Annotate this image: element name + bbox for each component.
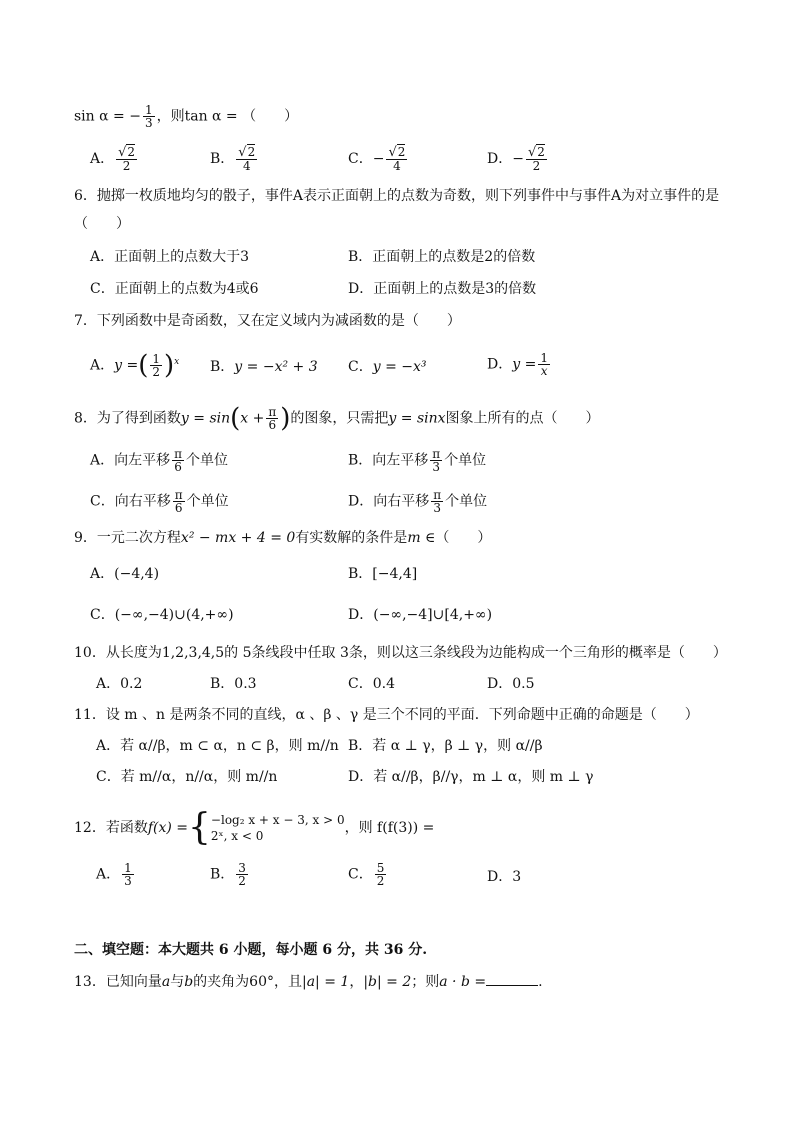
q6-stem-cont: （ ） xyxy=(74,216,130,232)
q8-c-unit: 个单位 xyxy=(186,493,229,510)
q6-option-c[interactable]: C．正面朝上的点数为4或6 xyxy=(90,281,259,297)
q8-pi: π xyxy=(268,405,277,419)
q5-option-a[interactable] xyxy=(90,146,139,172)
q7-a-expr: y = xyxy=(114,357,139,374)
q5-c-root: 2 xyxy=(397,145,406,159)
q12-piece1: −log₂ x + x − 3, x > 0 xyxy=(210,813,345,827)
q5-d-frac: $\frac{√2}{2}$ xyxy=(527,145,545,173)
q11-option-a[interactable]: A．若 α//β，m ⊂ α，n ⊂ β，则 m//n xyxy=(96,738,339,754)
q9-c-expr: (−∞,−4)∪(4,+∞) xyxy=(114,607,234,623)
q9-a-expr: (−4,4) xyxy=(114,566,160,582)
q12-option-d[interactable]: D．3 xyxy=(487,869,522,885)
q10-option-c[interactable]: C．0.4 xyxy=(348,676,395,692)
q8-c-den: 6 xyxy=(174,501,183,515)
q7-c-expr: y = −x³ xyxy=(372,359,427,375)
option-label: C． xyxy=(348,151,373,167)
q7-d-den: x xyxy=(540,364,548,378)
q13-vec-b: b xyxy=(184,974,194,990)
q5-d-neg: − xyxy=(512,151,524,167)
q7-option-c[interactable] xyxy=(348,357,427,377)
section-title: 二、填空题：本大题共 6 小题，每小题 6 分，共 36 分. xyxy=(74,942,428,958)
q5-a-frac: $\frac{√2}{2}$ xyxy=(118,145,136,173)
q8-a-pi: π xyxy=(174,447,183,461)
q5-c-neg: − xyxy=(372,151,385,167)
q8-b-pi: π xyxy=(432,447,441,461)
q9-b-expr: [−4,4] xyxy=(372,566,418,582)
q5-option-b[interactable] xyxy=(210,146,259,172)
option-label: A． xyxy=(96,866,121,883)
q7-option-a[interactable]: A．y =( $\frac{1}{2}$ )$^x$ xyxy=(90,350,180,381)
q9-option-b[interactable] xyxy=(348,564,417,584)
q13-stem-mid: 的夹角为60°，且 xyxy=(193,974,302,990)
option-label: C． xyxy=(90,607,115,623)
q11-option-c[interactable]: C．若 m//α，n//α，则 m//n xyxy=(96,769,278,785)
q8-option-b[interactable] xyxy=(348,448,486,473)
q12-stem: 12．若函数f(x) ={ −log₂ x + x − 3, x > 0 2ˣ, x < 0 ，则 f(f(3)) = xyxy=(74,807,435,848)
option-label: D． xyxy=(348,607,374,623)
option-label: D． xyxy=(487,356,513,373)
q13-vec-a: a xyxy=(161,974,171,990)
q10-option-a[interactable]: A．0.2 xyxy=(96,676,143,692)
q13-stem: 13．已知向量a与b的夹角为60°，且|a| = 1，|b| = 2；则a · b = . xyxy=(74,974,543,990)
q8-option-a[interactable] xyxy=(90,448,228,473)
q8-option-d[interactable] xyxy=(348,489,487,514)
q8-func2: y = sinx xyxy=(388,410,446,427)
q12-stem-pre: 12．若函数 xyxy=(74,820,148,836)
q5-stem xyxy=(74,104,754,129)
q12-b-den: 2 xyxy=(238,874,246,888)
q10-option-b[interactable]: B．0.3 xyxy=(210,676,257,692)
q8-func: y = sin xyxy=(180,410,231,427)
q8-six: 6 xyxy=(268,418,277,432)
q9-stem-pre: 9．一元二次方程 xyxy=(74,530,181,546)
q5-d-root: 2 xyxy=(537,145,545,159)
q12-b-num: 3 xyxy=(238,861,246,875)
q12-option-a[interactable] xyxy=(96,862,136,887)
q7-d-num: 1 xyxy=(540,351,548,365)
option-label: C． xyxy=(348,866,373,883)
q9-stem-mid: 有实数解的条件是 xyxy=(295,530,408,546)
q8-c-pre: C．向右平移 xyxy=(90,493,171,510)
q13-cond1: |a| = 1 xyxy=(301,974,350,990)
option-label: A． xyxy=(90,566,115,582)
q12-c-num: 5 xyxy=(376,861,385,875)
option-label: A． xyxy=(90,357,115,374)
q13-dot: a · b = xyxy=(439,974,487,990)
q12-stem-post: ，则 f(f(3)) = xyxy=(344,820,435,836)
q8-a-unit: 个单位 xyxy=(186,452,229,469)
q7-a-num: 1 xyxy=(152,352,161,367)
q5-a-den: 2 xyxy=(122,159,131,173)
q12-pieces xyxy=(211,812,345,844)
q13-end: . xyxy=(538,974,543,990)
option-label: A． xyxy=(90,151,115,167)
q7-d-expr: y = xyxy=(512,356,537,373)
q7-stem: 7．下列函数中是奇函数，又在定义域内为减函数的是（ ） xyxy=(74,313,461,329)
q8-d-den: 3 xyxy=(433,501,441,515)
q8-a-den: 6 xyxy=(174,460,182,474)
q10-stem-pre: 10．从长度为 xyxy=(74,645,162,661)
q7-a-den: 2 xyxy=(152,365,161,380)
q5-b-den: 4 xyxy=(242,159,251,173)
q8-option-c[interactable] xyxy=(90,489,229,514)
q8-stem-mid: 的图象，只需把 xyxy=(290,410,389,427)
q12-option-b[interactable] xyxy=(210,862,250,887)
q7-option-b[interactable] xyxy=(210,357,318,377)
option-label: C． xyxy=(348,359,373,375)
q9-stem-post: （ ） xyxy=(435,530,492,546)
q10-stem xyxy=(74,643,754,663)
q8-c-pi: π xyxy=(174,488,183,502)
q5-option-d[interactable] xyxy=(487,146,549,172)
q11-stem: 11．设 m 、n 是两条不同的直线，α 、β 、γ 是三个不同的平面．下列命题中正确的命题是（ ） xyxy=(74,707,699,723)
q8-stem-pre: 8．为了得到函数 xyxy=(74,410,181,427)
q9-option-a[interactable] xyxy=(90,564,159,584)
q12-fx: f(x) = xyxy=(147,820,189,836)
option-label: B． xyxy=(210,359,235,375)
answer-blank[interactable] xyxy=(486,973,538,986)
q8-stem: 8．为了得到函数y = sin(x + $\frac{\pi}{6}$ )的图象，只需把y = sinx图象上所有的点（ ） xyxy=(74,403,600,434)
q10-option-d[interactable]: D．0.5 xyxy=(487,676,535,692)
q12-piece2: 2ˣ, x < 0 xyxy=(210,829,264,843)
q5-b-root: 2 xyxy=(247,145,256,159)
q12-a-den: 3 xyxy=(124,874,132,888)
q6-option-d[interactable]: D．正面朝上的点数是3的倍数 xyxy=(348,281,537,297)
q6-stem: 6．抛掷一枚质地均匀的骰子，事件A表示正面朝上的点数为奇数，则下列事件中与事件A为对立事件的是 xyxy=(74,188,720,204)
q7-option-d[interactable] xyxy=(487,352,552,377)
q9-option-d[interactable] xyxy=(348,605,492,625)
q8-d-unit: 个单位 xyxy=(445,493,488,510)
q8-b-pre: B．向左平移 xyxy=(348,452,429,469)
q5-c-den: 4 xyxy=(393,159,401,173)
q11-option-d[interactable]: D．若 α//β，β//γ，m ⊥ α，则 m ⊥ γ xyxy=(348,769,594,785)
q6-option-a[interactable]: A．正面朝上的点数大于3 xyxy=(90,249,250,265)
q5-frac-den: 3 xyxy=(144,116,153,130)
q12-c-den: 2 xyxy=(376,874,385,888)
q7-b-expr: y = −x² + 3 xyxy=(234,359,318,375)
q10-stem-post: 的 5条线段中任取 3条，则以这三条线段为边能构成一个三角形的概率是（ ） xyxy=(224,645,727,661)
q5-b-frac: $\frac{√2}{4}$ xyxy=(238,145,256,173)
q5-stem-pre: sin α = − xyxy=(74,108,141,125)
q9-d-expr: (−∞,−4]∪[4,+∞) xyxy=(373,607,493,623)
q9-option-c[interactable] xyxy=(90,605,234,625)
q7-a-sup: x xyxy=(174,357,180,367)
q8-stem-post: 图象上所有的点（ ） xyxy=(445,410,600,427)
q8-x: x + xyxy=(240,410,265,427)
q9-eq: x² − mx + 4 = 0 xyxy=(180,530,296,546)
q5-stem-post: ，则tan α = （ ） xyxy=(156,108,299,125)
q13-with: 与 xyxy=(170,974,185,990)
q13-stem-pre: 13．已知向量 xyxy=(74,974,162,990)
q6-option-b[interactable]: B．正面朝上的点数是2的倍数 xyxy=(348,249,536,265)
option-label: D． xyxy=(487,151,513,167)
q8-b-unit: 个单位 xyxy=(444,452,487,469)
option-label: B． xyxy=(210,866,235,883)
q5-d-den: 2 xyxy=(532,159,541,173)
q5-frac-num: 1 xyxy=(144,103,153,117)
q5-c-frac: $\frac{√2}{4}$ xyxy=(388,145,406,173)
q10-nums: 1,2,3,4,5 xyxy=(161,645,225,661)
q13-stem-then: ；则 xyxy=(411,974,440,990)
q8-d-pi: π xyxy=(433,488,442,502)
q8-b-den: 3 xyxy=(432,460,441,474)
q9-m: m ∈ xyxy=(407,530,436,546)
q8-a-pre: A．向左平移 xyxy=(90,452,171,469)
q12-a-num: 1 xyxy=(124,861,132,875)
q5-a-root: 2 xyxy=(127,145,136,159)
q11-option-b[interactable]: B．若 α ⊥ γ，β ⊥ γ，则 α//β xyxy=(348,738,543,754)
option-label: B． xyxy=(210,151,235,167)
option-label: B． xyxy=(348,566,373,582)
q13-cond2: |b| = 2 xyxy=(363,974,412,990)
q12-option-c[interactable] xyxy=(348,862,388,887)
q9-stem xyxy=(74,528,754,548)
q5-option-c[interactable] xyxy=(348,146,409,172)
q5-fraction xyxy=(143,104,155,129)
q8-d-pre: D．向右平移 xyxy=(348,493,430,510)
